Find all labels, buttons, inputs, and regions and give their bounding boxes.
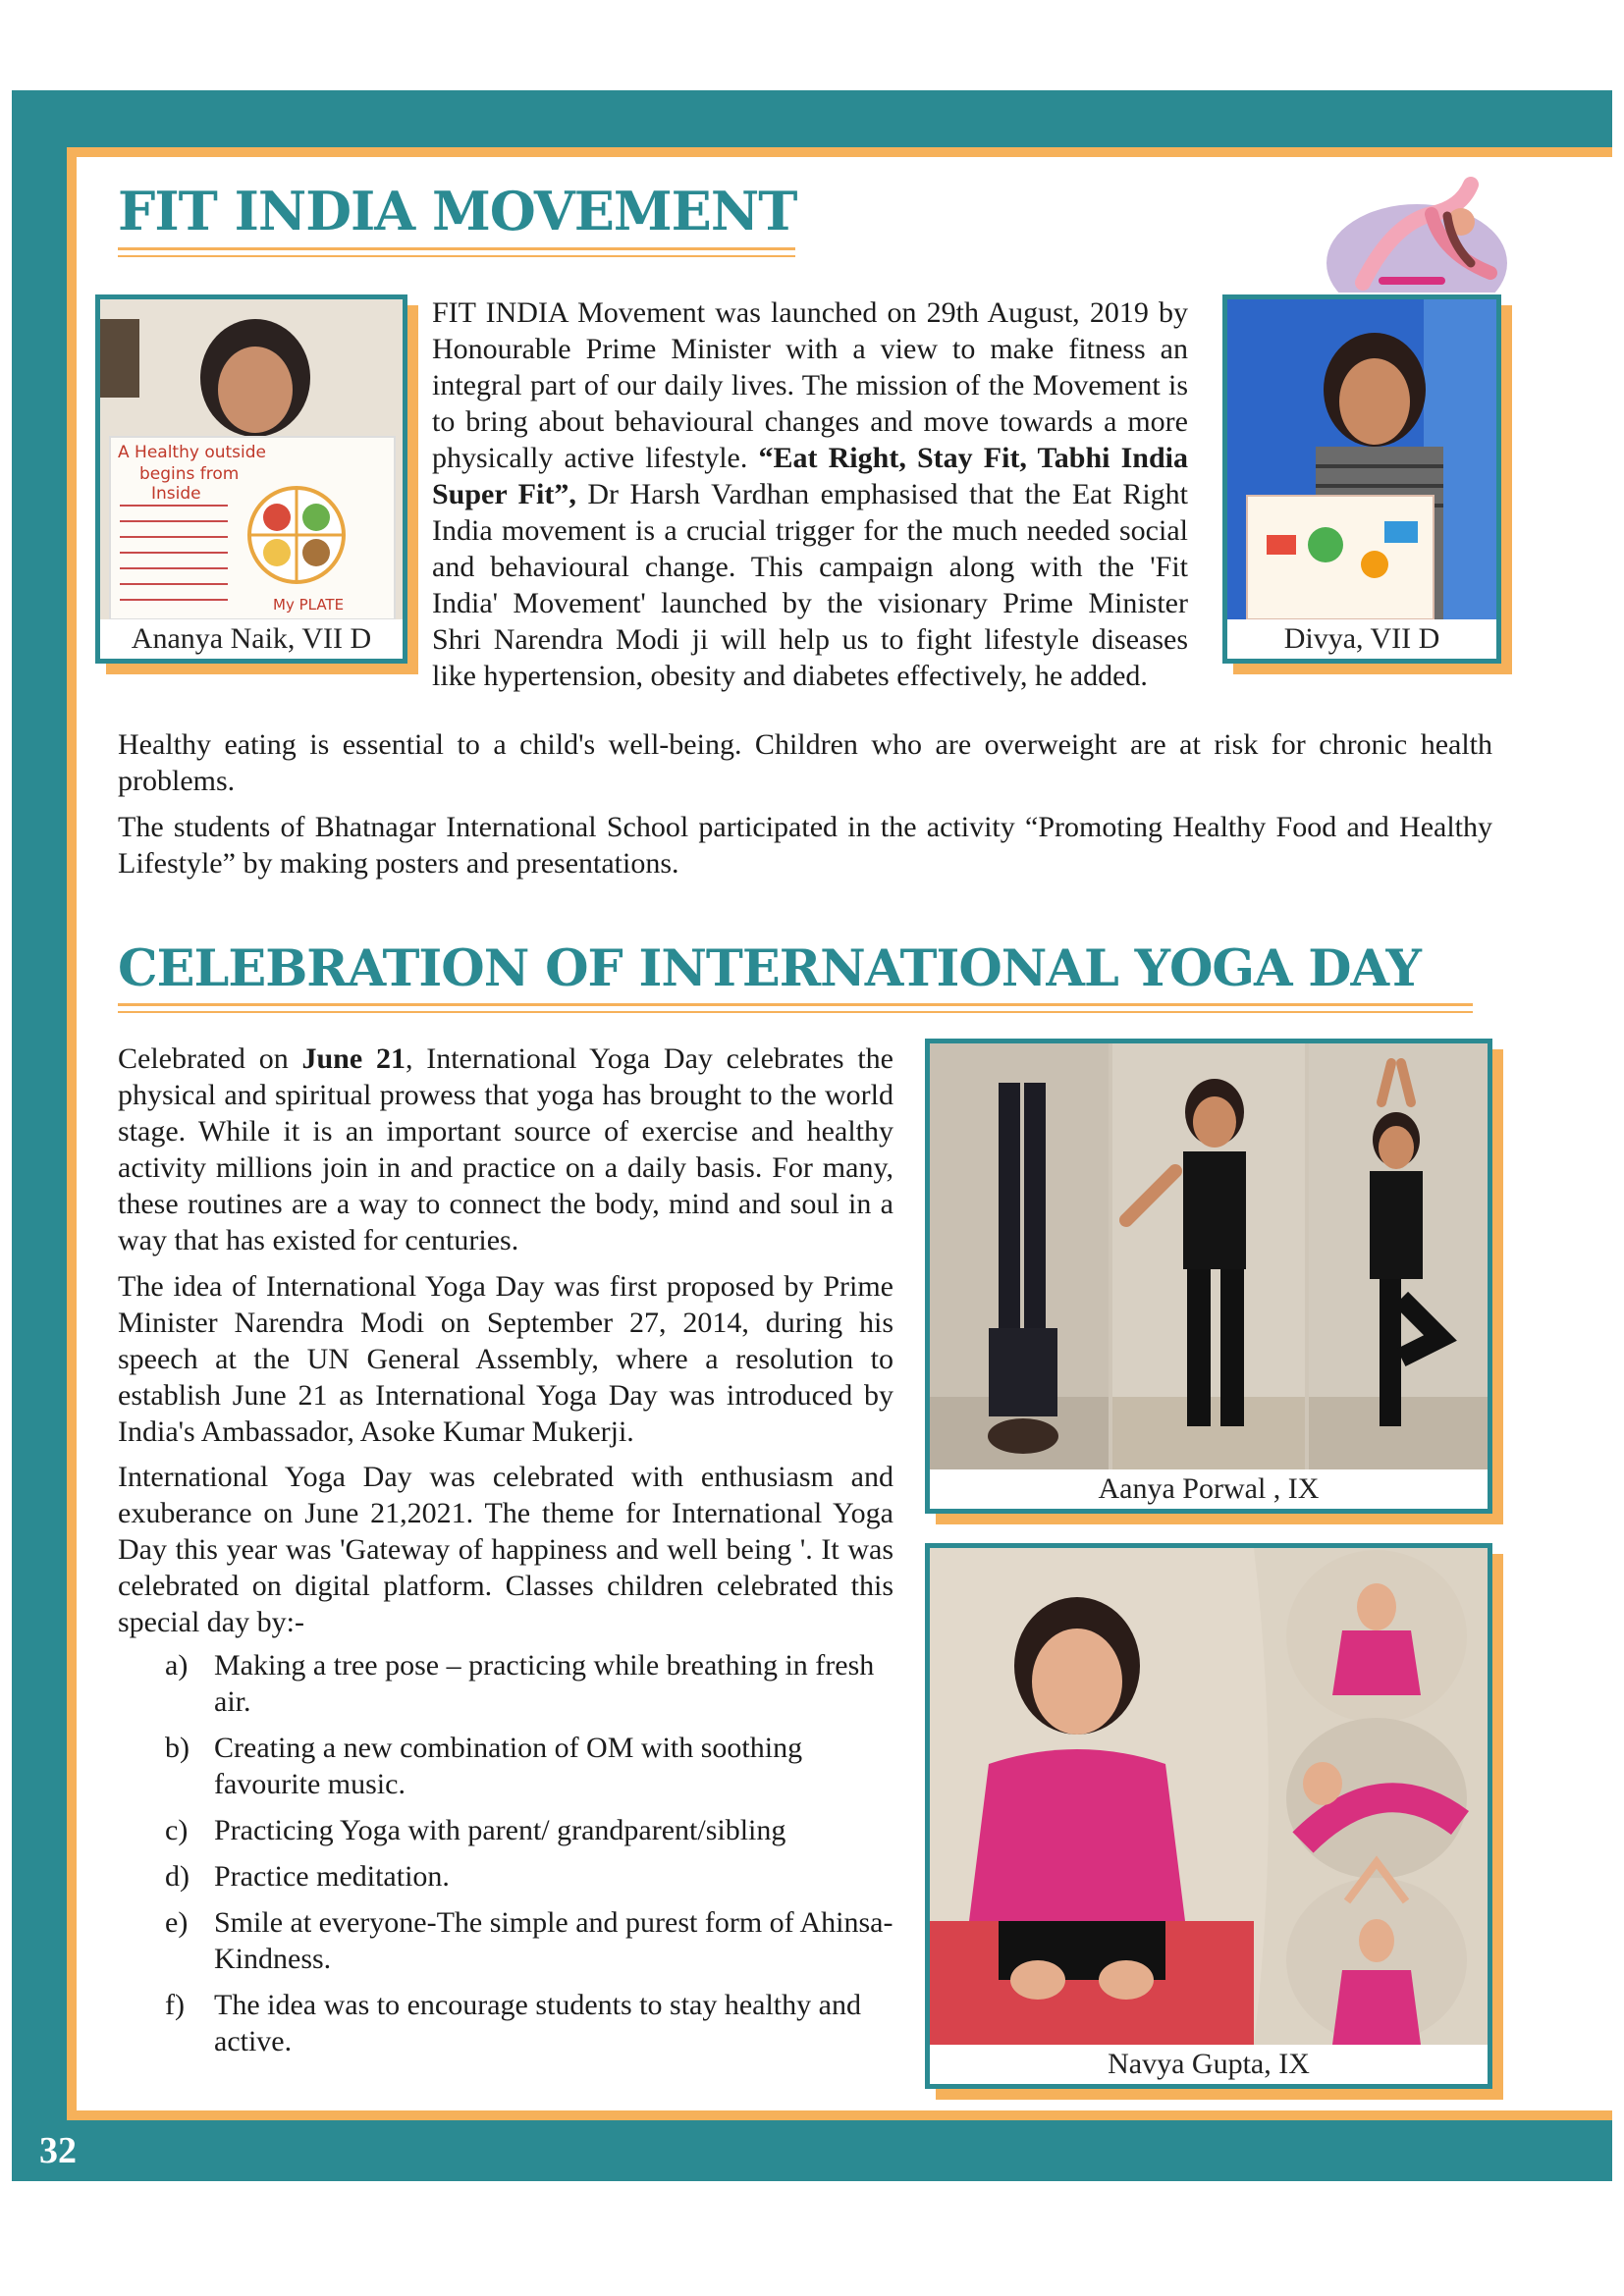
fit-india-paragraph-3: The students of Bhatnagar International School participated in the activity “Promoting Healthy Food and Healthy Lifestyle” by making posters and presentations. <box>118 811 1492 880</box>
poster-title-1: A Healthy outside <box>118 443 266 462</box>
list-item-text: Practice meditation. <box>214 1860 450 1893</box>
frame-accent-bottom <box>67 2110 1612 2120</box>
yoga-poses-photo <box>930 1043 1488 1469</box>
fit-india-paragraph-2: Healthy eating is essential to a child's well-being. Children who are overweight are at risk for chronic health problems. <box>118 728 1492 797</box>
photo-caption: Ananya Naik, VII D <box>100 619 403 659</box>
meditation-photo <box>930 1548 1488 2045</box>
list-item-text: Practicing Yoga with parent/ grandparent/sibling <box>214 1814 786 1846</box>
poster-title-3: Inside <box>151 484 201 504</box>
poster-photo <box>1227 299 1496 619</box>
list-item <box>118 1858 893 1895</box>
list-item <box>118 1730 893 1802</box>
yoga-day-heading-rule <box>118 1003 1473 1006</box>
frame-top-band <box>12 90 1612 147</box>
list-marker: c) <box>165 1814 189 1846</box>
yoga-illustration <box>1324 165 1510 312</box>
yoga-day-heading: CELEBRATION OF INTERNATIONAL YOGA DAY <box>118 939 1421 998</box>
photo-ananya-naik <box>95 294 407 664</box>
yoga-day-text-1: Celebrated on <box>118 1042 302 1075</box>
list-item-text: The idea was to encourage students to stay healthy and active. <box>214 1989 861 2057</box>
frame-accent-top <box>67 147 1612 157</box>
photo-navya-gupta <box>925 1543 1492 2089</box>
list-item-text: Creating a new combination of OM with soothing favourite music. <box>214 1732 803 1800</box>
frame-bottom-band <box>12 2120 1612 2181</box>
poster-title-2: begins from <box>139 464 240 484</box>
yoga-day-text-2: , International Yoga Day celebrates the physical and spiritual prowess that yoga has brought to the world stage. While it is an important source of exercise and healthy activity millions join in and practice on a daily basis. For many, these routines are a way to connect the body, mind and soul in a way that has existed for centuries. <box>118 1042 893 1256</box>
fit-india-heading-rule-2 <box>118 255 795 257</box>
list-item <box>118 1904 893 1977</box>
list-item-text: Smile at everyone-The simple and purest form of Ahinsa-Kindness. <box>214 1906 893 1975</box>
frame-accent-left <box>67 147 77 2120</box>
yoga-day-paragraph-3: International Yoga Day was celebrated with enthusiasm and exuberance on June 21,2021. The theme for International Yoga Day this year was 'Gateway of happiness and well being '. It was celebrated on digital platform. Classes children celebrated this special day by:- <box>118 1461 893 1638</box>
page-number: 32 <box>39 2130 77 2171</box>
activities-list <box>118 1647 893 2069</box>
list-item <box>118 1987 893 2059</box>
yoga-pose-icon <box>1324 165 1510 312</box>
poster-footer: My PLATE <box>273 596 345 614</box>
fit-india-heading-rule <box>118 247 795 250</box>
list-item <box>118 1647 893 1720</box>
fit-india-slogan: “Eat Right, Stay Fit, Tabhi India Super Fit”, <box>432 442 1189 510</box>
fit-india-heading: FIT INDIA MOVEMENT <box>118 180 797 242</box>
photo-caption: Navya Gupta, IX <box>930 2045 1488 2084</box>
list-marker: e) <box>165 1906 189 1939</box>
list-item <box>118 1812 893 1848</box>
yoga-day-paragraph-1 <box>118 1041 893 1258</box>
photo-divya <box>1222 294 1501 664</box>
list-marker: b) <box>165 1732 189 1764</box>
photo-aanya-porwal <box>925 1039 1492 1514</box>
yoga-day-date: June 21 <box>301 1042 406 1075</box>
yoga-day-heading-rule-2 <box>118 1011 1473 1013</box>
photo-caption: Divya, VII D <box>1227 619 1496 659</box>
list-marker: d) <box>165 1860 189 1893</box>
frame-left-band <box>12 90 67 2181</box>
photo-caption: Aanya Porwal , IX <box>930 1469 1488 1509</box>
yoga-day-paragraph-2: The idea of International Yoga Day was first proposed by Prime Minister Narendra Modi on September 27, 2014, during his speech at the UN General Assembly, where a resolution to establish June 21 as International Yoga Day was introduced by India's Ambassador, Asoke Kumar Mukerji. <box>118 1270 893 1448</box>
fit-india-intro <box>432 294 1188 694</box>
list-marker: a) <box>165 1649 189 1682</box>
list-item-text: Making a tree pose – practicing while breathing in fresh air. <box>214 1649 875 1718</box>
fit-india-intro-text-2: Dr Harsh Vardhan emphasised that the Eat Right India movement is a crucial trigger for the much needed social and behavioural change. This campaign along with the 'Fit India' Movement' launched by the visionary Prime Minister Shri Narendra Modi ji will help us to fight lifestyle diseases like hypertension, obesity and diabetes effectively, he added. <box>432 478 1188 692</box>
fit-india-intro-text-1: FIT INDIA Movement was launched on 29th August, 2019 by Honourable Prime Minister with a view to make fitness an integral part of our daily lives. The mission of the Movement is to bring about behavioural changes and move towards a more physically active lifestyle. <box>432 296 1188 474</box>
list-marker: f) <box>165 1989 185 2021</box>
